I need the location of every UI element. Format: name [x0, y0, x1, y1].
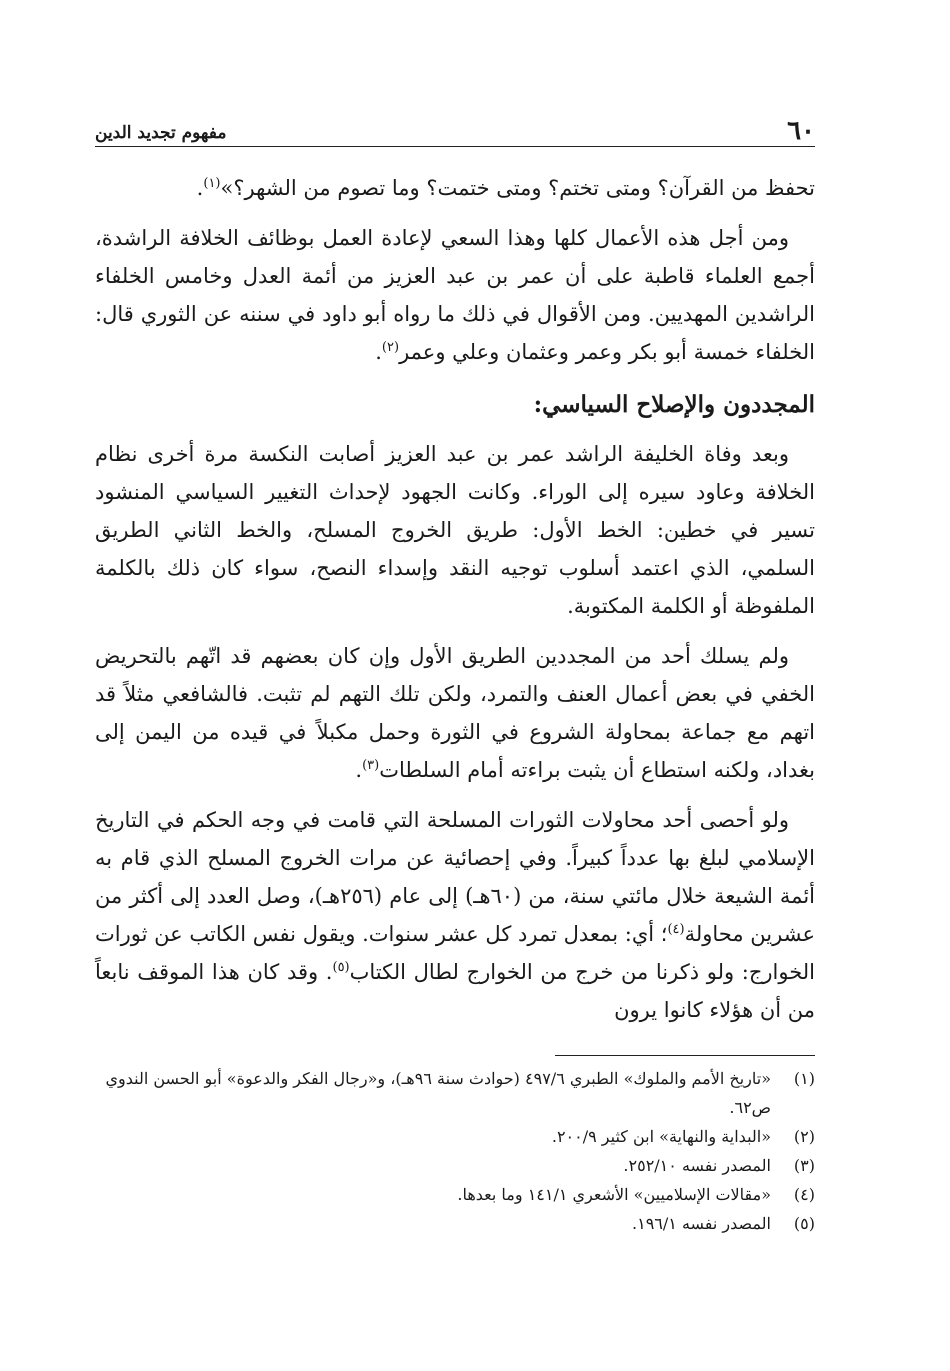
paragraph — [95, 801, 815, 1029]
running-title: مفهوم تجديد الدين — [95, 123, 227, 143]
footnote — [95, 1180, 815, 1209]
paragraph-text: ؛ أي: بمعدل تمرد كل عشر سنوات. ويقول نفس الكاتب عن ثورات الخوارج: ولو ذكرنا من خرج من الخوارج لطال الكتاب — [95, 922, 815, 984]
footnote-ref: (٣) — [362, 758, 380, 773]
paragraph-end: . — [375, 340, 382, 364]
footnote-text: «مقالات الإسلاميين» الأشعري ١٤١/١ وما بعدها. — [457, 1185, 771, 1204]
paragraph-text: تحفظ من القرآن؟ ومتى تختم؟ ومتى ختمت؟ وما تصوم من الشهر؟» — [220, 176, 815, 200]
book-page — [95, 108, 815, 1238]
paragraph-text: . وقد كان هذا الموقف نابعاً من أن هؤلاء كانوا يرون — [95, 960, 815, 1022]
paragraph-text: ولو أحصى أحد محاولات الثورات المسلحة التي قامت في وجه الحكم في التاريخ الإسلامي لبلغ بها عدداً كبيراً. وفي إحصائية عن مرات الخروج المسلح الذي قام به أئمة الشيعة خلال مائتي سنة، من (٦٠هـ) إلى عام (٢٥٦هـ)، وصل العدد إلى أكثر من عشرين محاولة — [95, 808, 816, 946]
body-text — [95, 169, 815, 1029]
footnote — [95, 1064, 815, 1122]
paragraph — [95, 637, 815, 789]
paragraph-end: . — [355, 758, 363, 782]
footnote-text: المصدر نفسه ٢٥٢/١٠. — [623, 1156, 771, 1175]
paragraph-text: ولم يسلك أحد من المجددين الطريق الأول وإن كان بعضهم قد اتّهم بالتحريض الخفي في بعض أعمال العنف والتمرد، ولكن تلك التهم لم تثبت. فالشافعي مثلاً قد اتهم مع جماعة بمحاولة الشروع في الثورة وحمل مكبلاً في قيده من اليمن إلى بغداد، ولكنه استطاع أن يثبت براءته أمام السلطات — [95, 644, 815, 782]
footnote-number: (١) — [793, 1069, 815, 1088]
footnote — [95, 1151, 815, 1180]
footnote-number: (٣) — [793, 1156, 815, 1175]
footnote-text: «تاريخ الأمم والملوك» الطبري ٤٩٧/٦ (حوادث سنة ٩٦هـ)، و«رجال الفكر والدعوة» أبو الحسن الندوي ص٦٢. — [105, 1069, 771, 1117]
section-heading: المجددون والإصلاح السياسي: — [533, 391, 815, 418]
footnote — [95, 1209, 815, 1238]
paragraph-end: . — [196, 176, 204, 200]
footnote-number: (٤) — [793, 1185, 815, 1204]
page-number: ٦٠ — [787, 116, 815, 146]
footnote-divider — [555, 1055, 815, 1056]
footnote-ref: (٢) — [381, 340, 400, 355]
paragraph-text: ومن أجل هذه الأعمال كلها وهذا السعي لإعادة العمل بوظائف الخلافة الراشدة، أجمع العلماء قاطبة على أن عمر بن عبد العزيز من أئمة العدل وخامس الخلفاء الراشدين المهديين. ومن الأقوال في ذلك ما رواه أبو داود في سننه عن الثوري قال: الخلفاء خمسة أبو بكر وعمر وعثمان وعلي وعمر — [95, 226, 815, 364]
footnote — [95, 1122, 815, 1151]
footnote-text: المصدر نفسه ١٩٦/١. — [632, 1214, 771, 1233]
footnote-text: «البداية والنهاية» ابن كثير ٢٠٠/٩. — [551, 1127, 771, 1146]
footnote-number: (٥) — [793, 1214, 815, 1233]
running-header — [95, 108, 815, 147]
footnote-ref: (٥) — [332, 960, 350, 975]
footnote-ref: (٤) — [667, 922, 685, 937]
paragraph — [95, 219, 815, 371]
paragraph — [95, 169, 815, 207]
paragraph — [95, 435, 815, 625]
footnote-ref: (١) — [203, 176, 221, 191]
footnote-number: (٢) — [793, 1127, 815, 1146]
paragraph-text: وبعد وفاة الخليفة الراشد عمر بن عبد العزيز أصابت النكسة مرة أخرى نظام الخلافة وعاود سيره إلى الوراء. وكانت الجهود لإحداث التغيير السياسي المنشود تسير في خطين: الخط الأول: طريق الخروج المسلح، والخط الثاني الطريق السلمي، الذي اعتمد أسلوب توجيه النقد وإسداء النصح، سواء كان ذلك بالكلمة الملفوظة أو الكلمة المكتوبة. — [95, 442, 815, 618]
footnotes — [95, 1064, 815, 1238]
